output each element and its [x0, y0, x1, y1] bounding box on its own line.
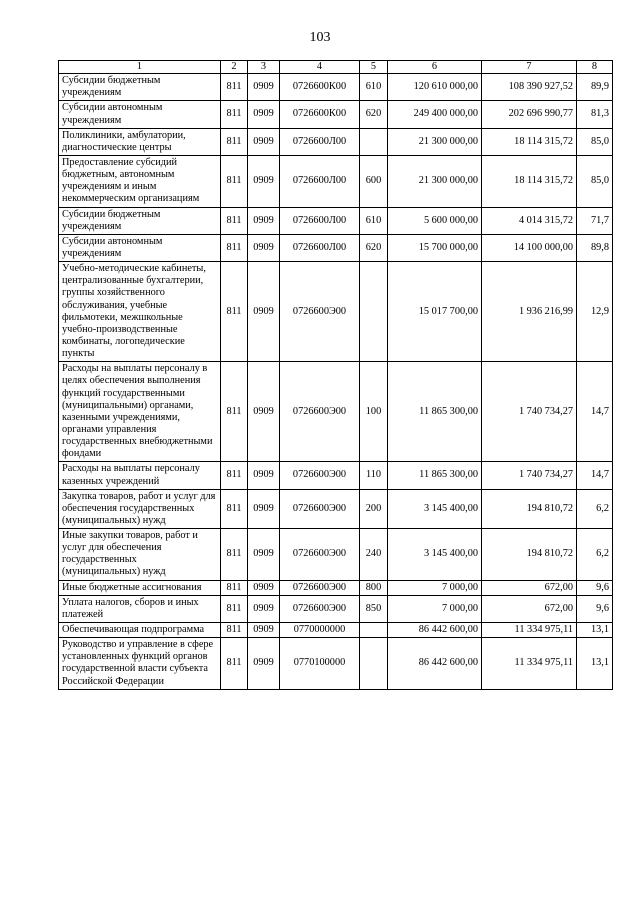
cell-code-5: 850: [360, 595, 388, 622]
column-header: 3: [248, 61, 280, 74]
cell-amount-planned: 7 000,00: [388, 580, 482, 595]
cell-code-4: 0770100000: [280, 638, 360, 690]
row-name: Расходы на выплаты персоналу казенных учреждений: [59, 462, 221, 489]
cell-code-3: 0909: [248, 529, 280, 581]
cell-amount-planned: 5 600 000,00: [388, 207, 482, 234]
cell-code-2: 811: [221, 580, 248, 595]
table-row: [59, 128, 613, 155]
cell-amount-planned: 15 017 700,00: [388, 262, 482, 362]
cell-code-2: 811: [221, 234, 248, 261]
cell-code-2: 811: [221, 623, 248, 638]
cell-amount-planned: 120 610 000,00: [388, 74, 482, 101]
row-name: Поликлиники, амбулатории, диагностические центры: [59, 128, 221, 155]
table-row: [59, 595, 613, 622]
cell-code-5: 620: [360, 101, 388, 128]
cell-code-4: 0726600К00: [280, 101, 360, 128]
cell-percent: 89,9: [577, 74, 613, 101]
table-row: [59, 462, 613, 489]
cell-code-4: 0726600Э00: [280, 262, 360, 362]
cell-code-2: 811: [221, 462, 248, 489]
cell-code-5: 610: [360, 207, 388, 234]
cell-percent: 71,7: [577, 207, 613, 234]
row-name: Закупка товаров, работ и услуг для обеспечения государственных (муниципальных) нужд: [59, 489, 221, 528]
cell-code-4: 0726600Э00: [280, 462, 360, 489]
cell-amount-planned: 21 300 000,00: [388, 128, 482, 155]
cell-code-2: 811: [221, 74, 248, 101]
cell-amount-planned: 11 865 300,00: [388, 362, 482, 462]
cell-percent: 13,1: [577, 623, 613, 638]
cell-amount-planned: 86 442 600,00: [388, 638, 482, 690]
cell-code-3: 0909: [248, 101, 280, 128]
cell-code-3: 0909: [248, 155, 280, 207]
cell-percent: 9,6: [577, 595, 613, 622]
cell-code-2: 811: [221, 262, 248, 362]
cell-amount-planned: 249 400 000,00: [388, 101, 482, 128]
cell-code-5: 600: [360, 155, 388, 207]
cell-amount-actual: 1 740 734,27: [482, 462, 577, 489]
cell-amount-planned: 86 442 600,00: [388, 623, 482, 638]
cell-amount-actual: 672,00: [482, 580, 577, 595]
row-name: Руководство и управление в сфере установленных функций органов государственной власти субъекта Российской Федерации: [59, 638, 221, 690]
cell-percent: 81,3: [577, 101, 613, 128]
cell-percent: 9,6: [577, 580, 613, 595]
cell-code-3: 0909: [248, 234, 280, 261]
cell-amount-actual: 202 696 990,77: [482, 101, 577, 128]
row-name: Обеспечивающая подпрограмма: [59, 623, 221, 638]
cell-percent: 12,9: [577, 262, 613, 362]
cell-percent: 89,8: [577, 234, 613, 261]
cell-amount-actual: 18 114 315,72: [482, 155, 577, 207]
cell-amount-actual: 1 936 216,99: [482, 262, 577, 362]
column-header: 4: [280, 61, 360, 74]
column-header: 8: [577, 61, 613, 74]
cell-code-5: [360, 262, 388, 362]
cell-amount-planned: 11 865 300,00: [388, 462, 482, 489]
cell-amount-actual: 4 014 315,72: [482, 207, 577, 234]
table-row: [59, 101, 613, 128]
cell-amount-planned: 15 700 000,00: [388, 234, 482, 261]
cell-amount-actual: 1 740 734,27: [482, 362, 577, 462]
cell-code-4: 0726600Э00: [280, 362, 360, 462]
cell-code-3: 0909: [248, 362, 280, 462]
table-row: [59, 262, 613, 362]
cell-code-4: 0726600Л00: [280, 155, 360, 207]
cell-code-5: [360, 638, 388, 690]
column-header: 7: [482, 61, 577, 74]
column-header: 5: [360, 61, 388, 74]
cell-percent: 6,2: [577, 489, 613, 528]
cell-code-4: 0726600Э00: [280, 580, 360, 595]
cell-code-5: 610: [360, 74, 388, 101]
table-row: [59, 638, 613, 690]
cell-amount-actual: 672,00: [482, 595, 577, 622]
cell-code-4: 0726600Л00: [280, 128, 360, 155]
table-row: [59, 155, 613, 207]
cell-code-3: 0909: [248, 207, 280, 234]
cell-amount-actual: 108 390 927,52: [482, 74, 577, 101]
row-name: Предоставление субсидий бюджетным, автономным учреждениям и иным некоммерческим организациям: [59, 155, 221, 207]
cell-amount-actual: 18 114 315,72: [482, 128, 577, 155]
cell-amount-planned: 3 145 400,00: [388, 529, 482, 581]
row-name: Субсидии автономным учреждениям: [59, 234, 221, 261]
cell-code-2: 811: [221, 362, 248, 462]
row-name: Субсидии бюджетным учреждениям: [59, 74, 221, 101]
row-name: Учебно-методические кабинеты, централизованные бухгалтерии, группы хозяйственного обслуживания, учебные фильмотеки, межшкольные учебно-производственные комбинаты, логопедические пункты: [59, 262, 221, 362]
cell-amount-planned: 21 300 000,00: [388, 155, 482, 207]
cell-code-2: 811: [221, 595, 248, 622]
cell-code-3: 0909: [248, 595, 280, 622]
row-name: Уплата налогов, сборов и иных платежей: [59, 595, 221, 622]
cell-code-2: 811: [221, 489, 248, 528]
cell-amount-actual: 11 334 975,11: [482, 638, 577, 690]
cell-amount-actual: 194 810,72: [482, 489, 577, 528]
cell-percent: 14,7: [577, 362, 613, 462]
cell-code-4: 0770000000: [280, 623, 360, 638]
cell-percent: 6,2: [577, 529, 613, 581]
cell-code-4: 0726600К00: [280, 74, 360, 101]
cell-code-3: 0909: [248, 74, 280, 101]
column-header: 1: [59, 61, 221, 74]
table-row: [59, 623, 613, 638]
table-row: [59, 362, 613, 462]
cell-code-5: 200: [360, 489, 388, 528]
cell-amount-actual: 194 810,72: [482, 529, 577, 581]
header-row: [59, 61, 613, 74]
cell-code-4: 0726600Э00: [280, 489, 360, 528]
cell-percent: 85,0: [577, 128, 613, 155]
cell-percent: 13,1: [577, 638, 613, 690]
cell-amount-planned: 7 000,00: [388, 595, 482, 622]
table-row: [59, 489, 613, 528]
cell-code-2: 811: [221, 155, 248, 207]
cell-code-3: 0909: [248, 638, 280, 690]
cell-code-3: 0909: [248, 623, 280, 638]
cell-code-5: [360, 128, 388, 155]
column-header: 2: [221, 61, 248, 74]
table-row: [59, 234, 613, 261]
row-name: Субсидии бюджетным учреждениям: [59, 207, 221, 234]
cell-percent: 14,7: [577, 462, 613, 489]
table-row: [59, 74, 613, 101]
cell-percent: 85,0: [577, 155, 613, 207]
cell-code-4: 0726600Л00: [280, 234, 360, 261]
row-name: Субсидии автономным учреждениям: [59, 101, 221, 128]
row-name: Иные закупки товаров, работ и услуг для обеспечения государственных (муниципальных) нужд: [59, 529, 221, 581]
cell-code-3: 0909: [248, 262, 280, 362]
cell-code-5: [360, 623, 388, 638]
cell-code-4: 0726600Л00: [280, 207, 360, 234]
cell-code-2: 811: [221, 207, 248, 234]
cell-code-2: 811: [221, 638, 248, 690]
cell-code-3: 0909: [248, 128, 280, 155]
cell-code-3: 0909: [248, 489, 280, 528]
table-row: [59, 207, 613, 234]
cell-code-2: 811: [221, 101, 248, 128]
cell-code-4: 0726600Э00: [280, 595, 360, 622]
table-row: [59, 580, 613, 595]
column-header: 6: [388, 61, 482, 74]
budget-table: [58, 60, 613, 690]
table-row: [59, 529, 613, 581]
cell-code-5: 100: [360, 362, 388, 462]
cell-code-2: 811: [221, 529, 248, 581]
row-name: Расходы на выплаты персоналу в целях обеспечения выполнения функций государственными (муниципальными) органами, казенными учреждениями, органами управления государственных внебюджетными фондами: [59, 362, 221, 462]
cell-amount-actual: 11 334 975,11: [482, 623, 577, 638]
cell-code-4: 0726600Э00: [280, 529, 360, 581]
cell-code-3: 0909: [248, 580, 280, 595]
cell-code-5: 620: [360, 234, 388, 261]
cell-amount-planned: 3 145 400,00: [388, 489, 482, 528]
cell-code-3: 0909: [248, 462, 280, 489]
cell-code-5: 110: [360, 462, 388, 489]
row-name: Иные бюджетные ассигнования: [59, 580, 221, 595]
cell-code-2: 811: [221, 128, 248, 155]
page-number: 103: [309, 30, 331, 45]
cell-code-5: 240: [360, 529, 388, 581]
cell-amount-actual: 14 100 000,00: [482, 234, 577, 261]
cell-code-5: 800: [360, 580, 388, 595]
